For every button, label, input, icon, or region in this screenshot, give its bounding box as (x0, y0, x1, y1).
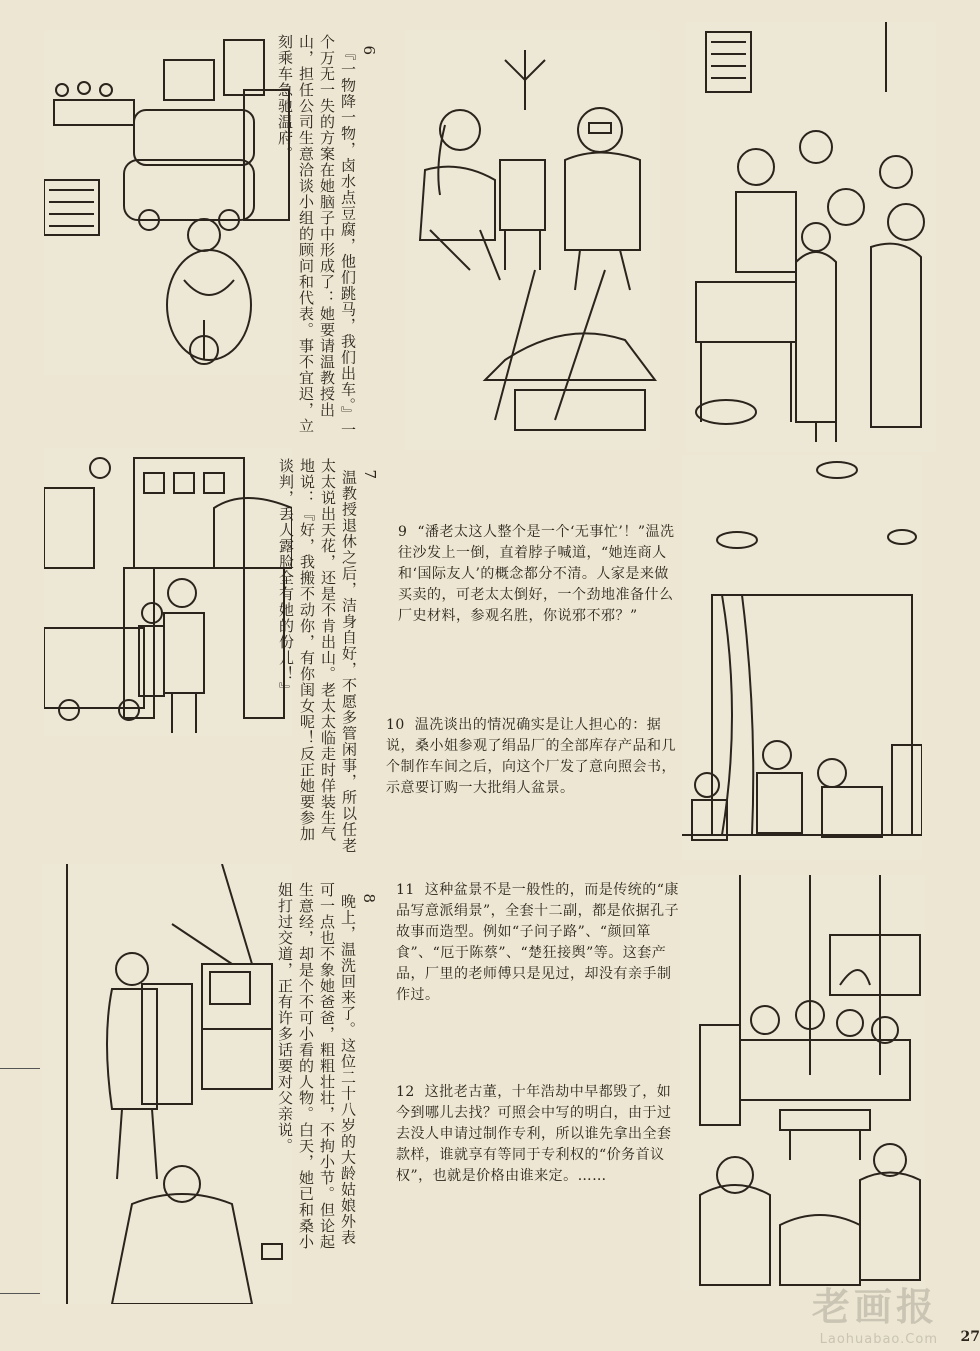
street-gate-drawing (44, 448, 292, 736)
watermark-logo: 老画报 (811, 1285, 938, 1329)
caption-text: 这种盆景不是一般性的，而是传统的“康品写意派绢景”，全套十二副，都是依据孔子故事而造型。例如“子问子路”、“颜回箪食”、“厄于陈蔡”、“楚狂接舆”等。这套产品，厂里的老师傅只是见过，却没有亲手制作过。 (396, 882, 680, 1003)
caption-number: 10 (386, 717, 405, 733)
left-margin-rule-top (0, 1068, 40, 1069)
caption-number: 6 (360, 45, 378, 57)
page-number: 27 (960, 1329, 980, 1345)
caption-panel-12 (396, 1082, 680, 1187)
illustration-panel-12 (680, 875, 925, 1290)
caption-text: 『一物降一物，卤水点豆腐，他们跳马，我们出车。』一个万无一失的方案在她脑子中形成了：她要请温教授出山，担任公司生意洽谈小组的顾问和代表。事不宜迟，立刻乘车急驰温府。 (276, 34, 357, 439)
caption-text: 温冼谈出的情况确实是让人担心的：据说，桑小姐参观了绢品厂的全部库存产品和几个制作车间之后，向这个厂发了意向照会书，示意要订购一大批绢人盆景。 (386, 717, 676, 796)
caption-text: 温教授退休之后，洁身自好，不愿多管闲事，所以任老太太说出天花，还是不肯出山。老太太临走时佯装生气地说：『好，我搬不动你，有你闺女呢！反正她要参加谈判，丢人露脸全有她的份儿！』 (277, 458, 358, 854)
meeting-room-drawing (680, 875, 925, 1290)
caption-number: 7 (361, 469, 379, 481)
caption-number: 12 (396, 1084, 415, 1100)
left-margin-rule-bottom (0, 1293, 40, 1294)
caption-number: 8 (360, 893, 378, 905)
illustration-panel-11 (682, 455, 922, 860)
caption-number: 9 (398, 524, 408, 540)
caption-panel-10 (386, 715, 680, 799)
illustration-panel-9 (405, 30, 660, 450)
illustration-panel-8 (42, 864, 292, 1304)
workshop-crowd-drawing (686, 22, 936, 452)
illustration-panel-7 (44, 448, 292, 736)
watermark-url: Laohuabao.Com (819, 1332, 938, 1347)
caption-text: “潘老太这人整个是一个‘无事忙’！”温冼往沙发上一倒，直着脖子喊道，“她连商人和‘国际友人’的概念都分不清。人家是来做买卖的，可老太太倒好，一个劲地准备什么厂史材料，参观名胜，你说邪不邪？” (398, 524, 675, 624)
caption-panel-11 (396, 880, 680, 1006)
caption-text: 这批老古董，十年浩劫中早都毁了，如今到哪儿去找？可照会中写的明白，由于过去没人申请过制作专利，所以谁先拿出全套款样，谁就享有等同于专利权的“价务首议权”，也就是价格由谁来定。…… (396, 1084, 672, 1184)
tv-room-drawing (42, 864, 292, 1304)
illustration-panel-6 (44, 30, 292, 375)
caption-text: 晚上，温洗回来了。这位二十八岁的大龄姑娘外表可一点也不象她爸爸，粗粗壮壮，不拘小节。但论起生意经，却是个不可小看的人物。白天，她已和桑小姐打过交道，正有许多话要对父亲说。 (276, 882, 357, 1250)
caption-panel-8 (276, 882, 400, 1252)
living-room-drawing (405, 30, 660, 450)
caption-panel-6 (276, 34, 400, 439)
caption-panel-9 (398, 522, 680, 627)
street-traffic-drawing (44, 30, 292, 375)
window-room-drawing (682, 455, 922, 860)
caption-number: 11 (396, 882, 415, 898)
illustration-panel-10 (686, 22, 936, 452)
